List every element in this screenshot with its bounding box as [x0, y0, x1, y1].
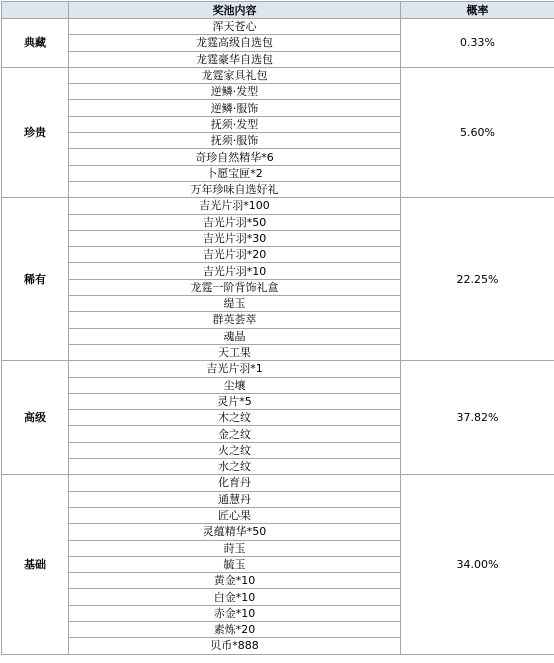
prize-item: 水之纹 [69, 459, 401, 475]
table-row [2, 475, 554, 491]
prize-item: 灵蕴精华*50 [69, 524, 401, 540]
prize-item: 灵片*5 [69, 393, 401, 409]
header-category [2, 2, 69, 19]
prize-item: 逆鳞·发型 [69, 84, 401, 100]
prize-item: 赤金*10 [69, 605, 401, 621]
tier-probability: 22.25% [401, 198, 554, 361]
prize-item: 龙霆豪华自选包 [69, 51, 401, 67]
header-probability: 概率 [401, 2, 554, 19]
prize-item: 抚须·发型 [69, 116, 401, 132]
header-items: 奖池内容 [69, 2, 401, 19]
prize-item: 万年珍味自选好礼 [69, 181, 401, 197]
prize-item: 通慧丹 [69, 491, 401, 507]
prize-item: 匠心果 [69, 507, 401, 523]
prize-item: 尘壤 [69, 377, 401, 393]
tier-name: 基础 [2, 475, 69, 654]
prize-item: 魂晶 [69, 328, 401, 344]
prize-item: 吉光片羽*1 [69, 361, 401, 377]
prize-item: 火之纹 [69, 442, 401, 458]
prize-item: 天工果 [69, 344, 401, 360]
tier-probability: 37.82% [401, 361, 554, 475]
prize-item: 吉光片羽*20 [69, 247, 401, 263]
prize-item: 抚须·服饰 [69, 133, 401, 149]
prize-item: 奇珍自然精华*6 [69, 149, 401, 165]
prize-item: 吉光片羽*30 [69, 230, 401, 246]
prize-item: 吉光片羽*100 [69, 198, 401, 214]
prize-item: 贝币*888 [69, 638, 401, 654]
tier-name: 稀有 [2, 198, 69, 361]
prize-item: 金之纹 [69, 426, 401, 442]
table-row [2, 361, 554, 377]
prize-item: 逆鳞·服饰 [69, 100, 401, 116]
tier-name: 高级 [2, 361, 69, 475]
prize-item: 白金*10 [69, 589, 401, 605]
prize-item: 吉光片羽*50 [69, 214, 401, 230]
tier-name: 珍贵 [2, 67, 69, 197]
prize-item: 群英荟萃 [69, 312, 401, 328]
prize-item: 吉光片羽*10 [69, 263, 401, 279]
prize-item: 浑天苍心 [69, 19, 401, 35]
prize-item: 莳玉 [69, 540, 401, 556]
prize-item: 素炼*20 [69, 621, 401, 637]
prize-item: 黄金*10 [69, 573, 401, 589]
prize-item: 龙霆家具礼包 [69, 67, 401, 83]
tier-name: 典藏 [2, 19, 69, 68]
prize-item: 毓玉 [69, 556, 401, 572]
table-row [2, 198, 554, 214]
tier-probability: 5.60% [401, 67, 554, 197]
prize-item: 缇玉 [69, 296, 401, 312]
header-row [2, 2, 554, 19]
table-row [2, 67, 554, 83]
prize-pool-table [1, 1, 554, 655]
tier-probability: 34.00% [401, 475, 554, 654]
table-body [2, 19, 554, 655]
prize-item: 化育丹 [69, 475, 401, 491]
tier-probability: 0.33% [401, 19, 554, 68]
prize-item: 卜愿宝匣*2 [69, 165, 401, 181]
prize-item: 龙霆高级自选包 [69, 35, 401, 51]
table-row [2, 19, 554, 35]
prize-item: 木之纹 [69, 410, 401, 426]
prize-item: 龙霆一阶背饰礼盒 [69, 279, 401, 295]
